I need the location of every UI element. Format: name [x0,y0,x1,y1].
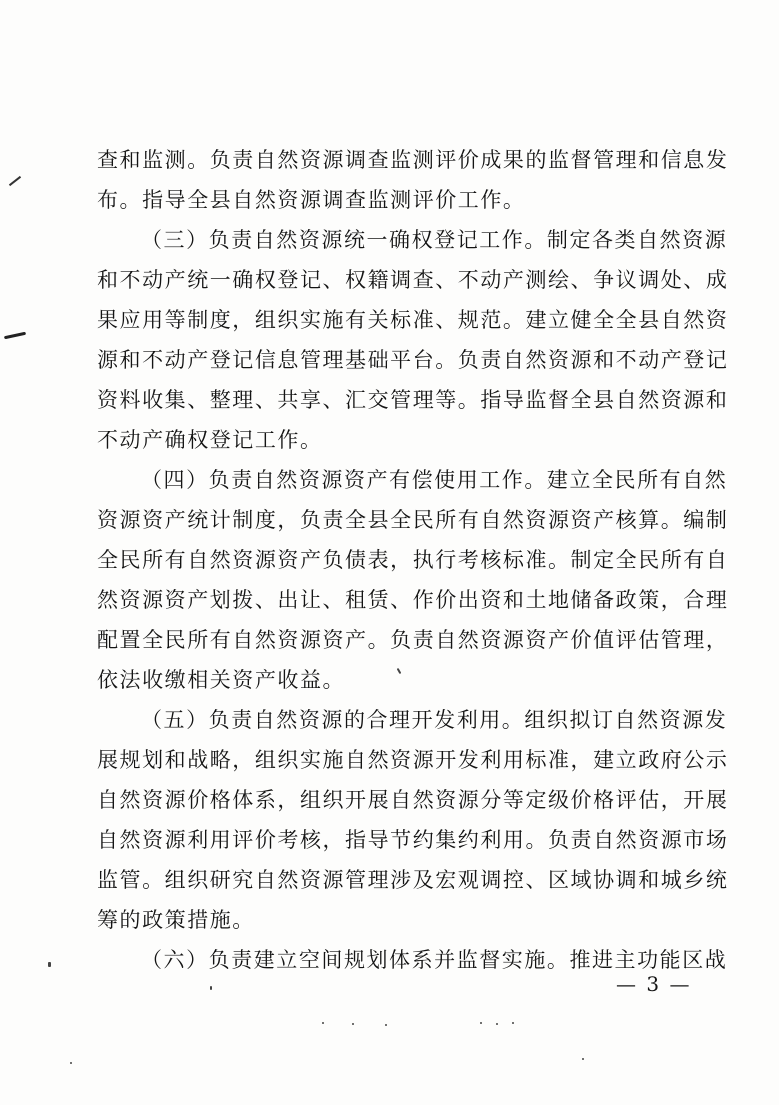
text-line: 自然资源价格体系，组织开展自然资源分等定级价格评估，开展 [97,788,729,812]
scan-speck [496,1023,498,1025]
text-line: 果应用等制度，组织实施有关标准、规范。建立健全全县自然资 [97,308,729,332]
text-line: 自然资源利用评价考核，指导节约集约利用。负责自然资源市场 [97,828,729,852]
text-line: 然资源资产划拨、出让、租赁、作价出资和土地储备政策，合理 [97,588,729,612]
text-line: 依法收缴相关资产收益。 [97,668,346,692]
scan-speck [512,1022,514,1024]
scan-speck [48,962,51,967]
text-line: 全民所有自然资源资产负债表，执行考核标准。制定全民所有自 [97,548,729,572]
scan-speck [385,1024,387,1026]
scan-speck [352,1023,354,1025]
scan-speck [480,1022,482,1024]
text-line: 资源资产统计制度，负责全县全民所有自然资源资产核算。编制 [97,508,729,532]
scan-speck [210,986,212,990]
scan-speck [582,1058,584,1060]
text-line: 和不动产统一确权登记、权籍调查、不动产测绘、争议调处、成 [97,268,729,292]
text-line: 查和监测。负责自然资源调查监测评价成果的监督管理和信息发 [97,148,729,172]
text-line: 源和不动产登记信息管理基础平台。负责自然资源和不动产登记 [97,348,729,372]
section-heading-line: （六）负责建立空间规划体系并监督实施。推进主功能区战 [141,948,728,972]
text-line: 布。指导全县自然资源调查监测评价工作。 [97,188,526,212]
section-heading-line: （三）负责自然资源统一确权登记工作。制定各类自然资源 [141,228,728,252]
text-line: 不动产确权登记工作。 [97,428,323,452]
text-line: 监管。组织研究自然资源管理涉及宏观调控、区域协调和城乡统 [97,868,729,892]
scan-mark [9,176,21,186]
page-number: — 3 — [616,972,692,996]
text-line: 筹的政策措施。 [97,908,255,932]
scan-speck [322,1022,324,1024]
text-line: 配置全民所有自然资源资产。负责自然资源资产价值评估管理， [97,628,729,652]
text-line: 展规划和战略，组织实施自然资源开发利用标准，建立政府公示 [97,748,729,772]
section-heading-line: （四）负责自然资源资产有偿使用工作。建立全民所有自然 [141,468,728,492]
scan-mark [4,332,26,340]
scan-speck [70,1062,72,1064]
body-text [97,140,729,980]
text-line: 资料收集、整理、共享、汇交管理等。指导监督全县自然资源和 [97,388,729,412]
section-heading-line: （五）负责自然资源的合理开发利用。组织拟订自然资源发 [141,708,728,732]
